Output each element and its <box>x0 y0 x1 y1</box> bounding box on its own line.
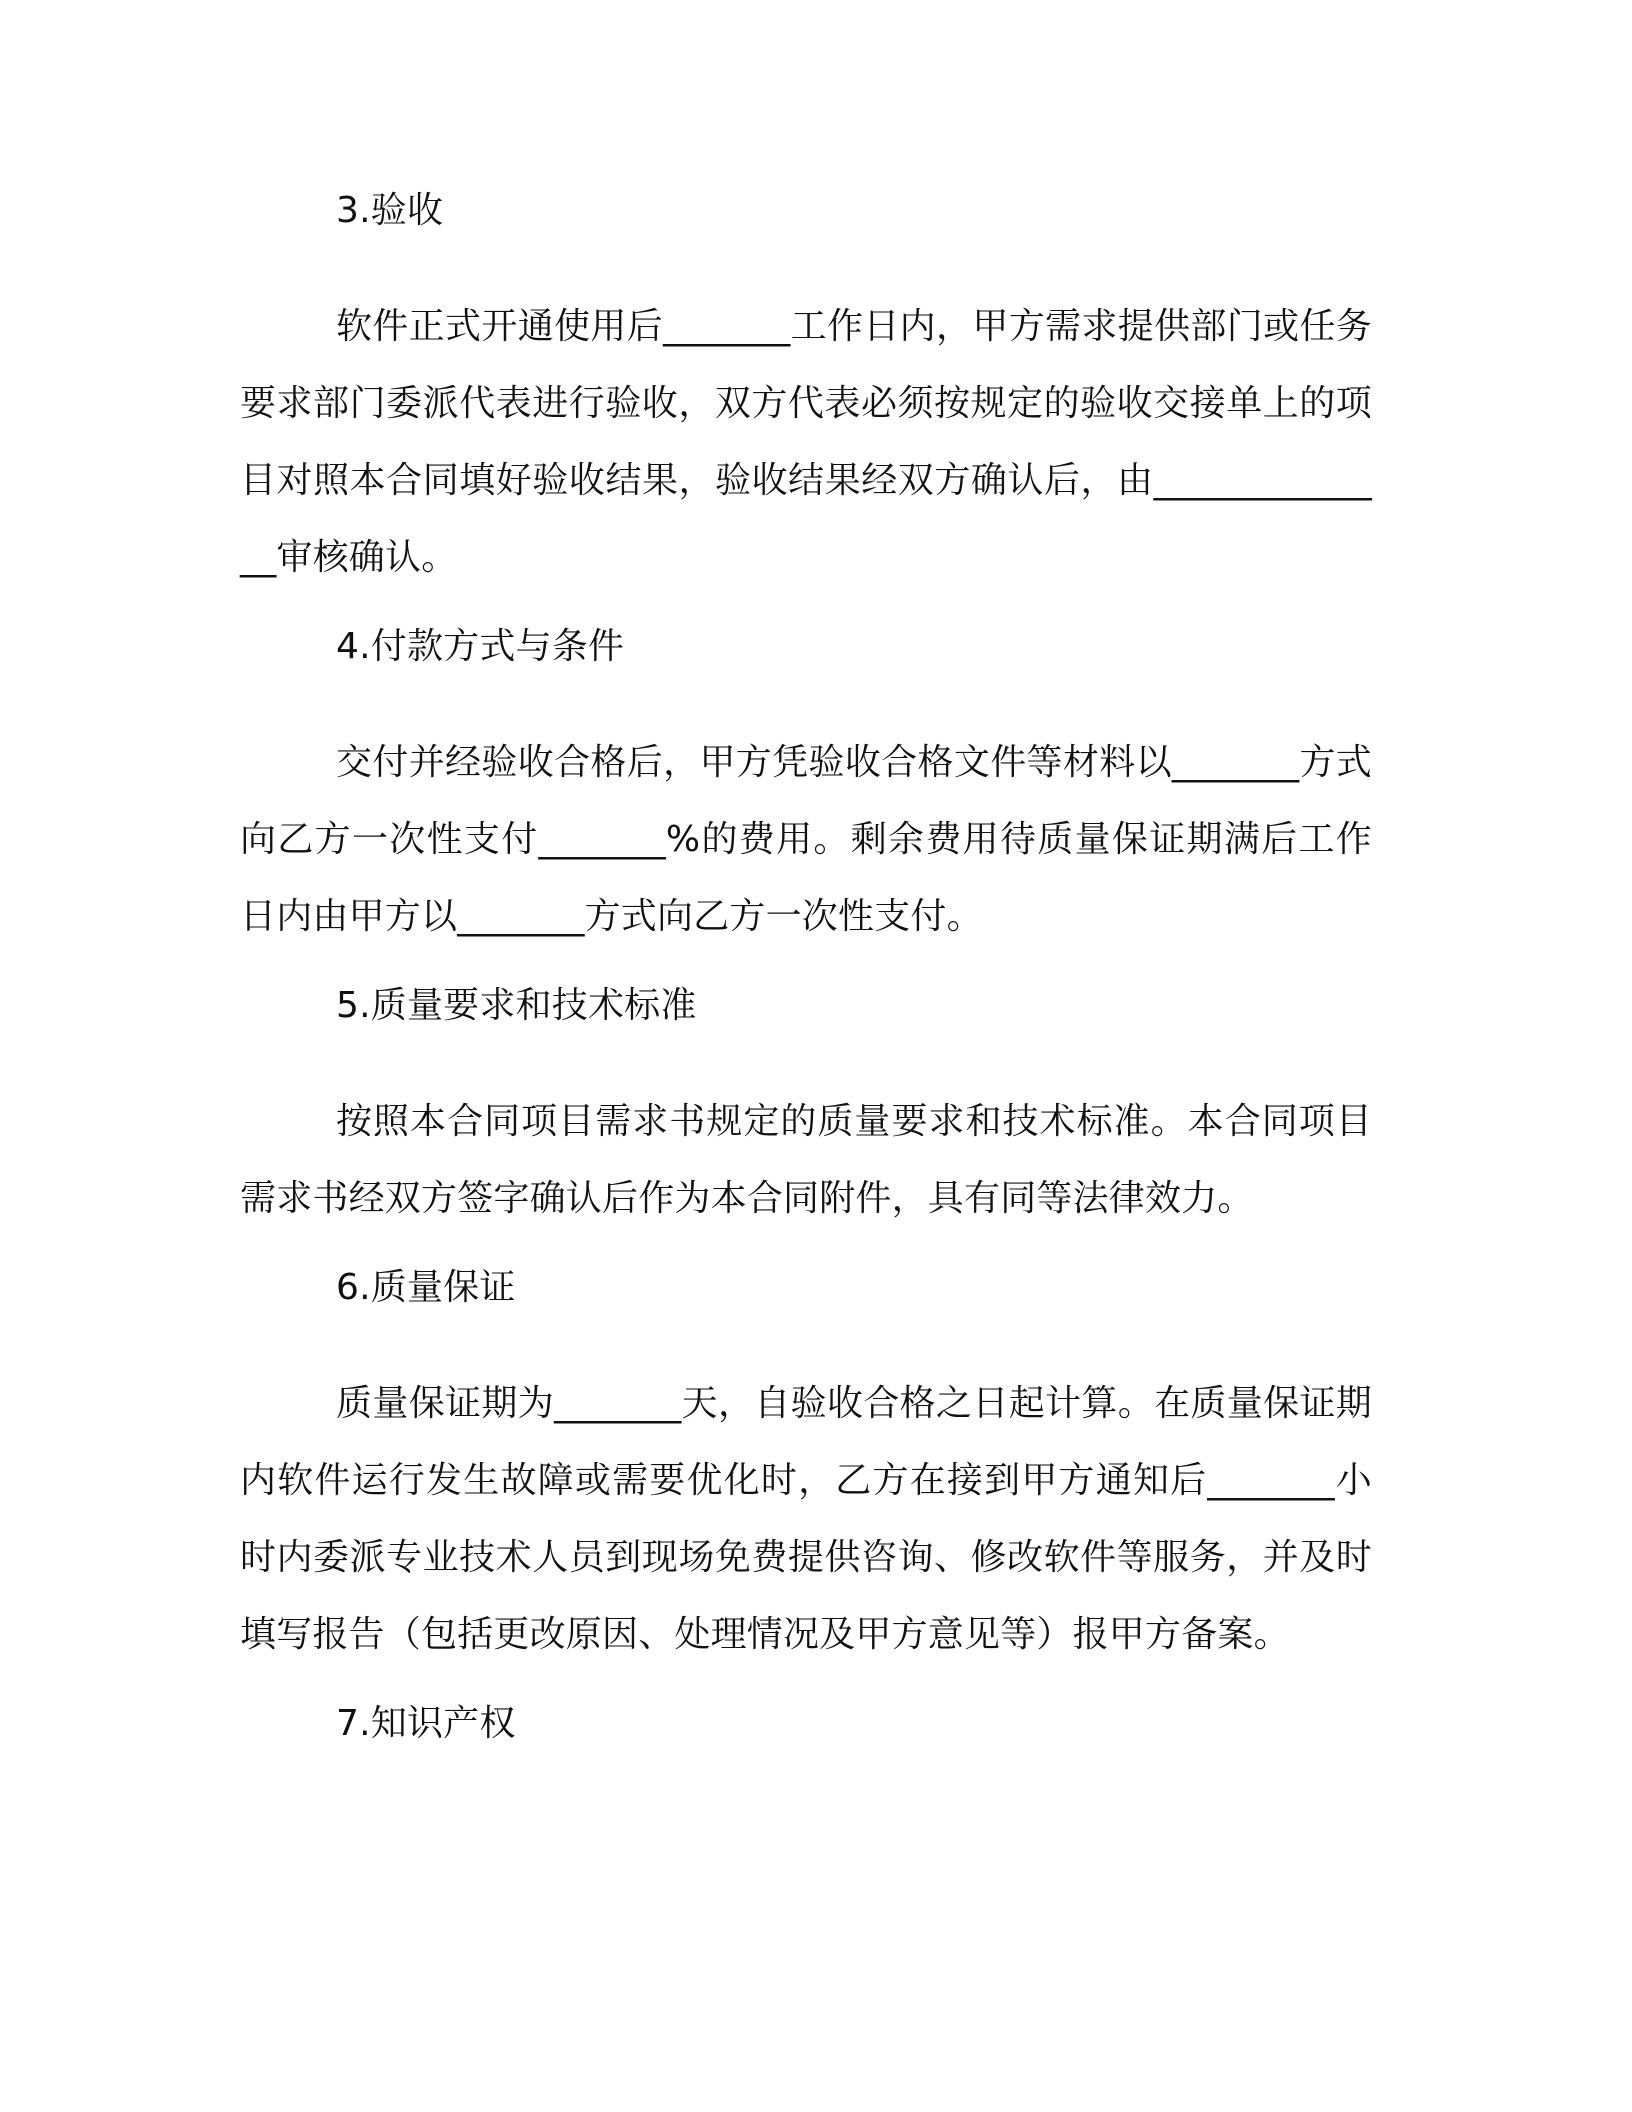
section-body-quality-warranty: 质量保证期为_______天，自验收合格之日起计算。在质量保证期内软件运行发生故障或需要优化时，乙方在接到甲方通知后_______小时内委派专业技术人员到现场免费提供咨询、修改软件等服务，并及时填写报告（包括更改原因、处理情况及甲方意见等）报甲方备案。 <box>240 1383 1372 1655</box>
section-heading-quality-standards: 5.质量要求和技术标准 <box>336 985 697 1026</box>
section-body-acceptance: 软件正式开通使用后_______工作日内，甲方需求提供部门或任务要求部门委派代表进行验收，双方代表必须按规定的验收交接单上的项目对照本合同填好验收结果，验收结果经双方确认后，由______________审核确认。 <box>240 306 1372 578</box>
section-heading-quality-warranty: 6.质量保证 <box>336 1267 516 1308</box>
section-body-payment: 交付并经验收合格后，甲方凭验收合格文件等材料以_______方式向乙方一次性支付_______%的费用。剩余费用待质量保证期满后工作日内由甲方以_______方式向乙方一次性支付。 <box>240 742 1372 937</box>
section-heading-payment: 4.付款方式与条件 <box>336 626 625 667</box>
document-body <box>240 185 1372 1801</box>
section-heading-acceptance: 3.验收 <box>336 190 444 231</box>
section-heading-ip: 7.知识产权 <box>336 1703 516 1744</box>
section-body-quality-standards: 按照本合同项目需求书规定的质量要求和技术标准。本合同项目需求书经双方签字确认后作为本合同附件，具有同等法律效力。 <box>240 1101 1372 1219</box>
